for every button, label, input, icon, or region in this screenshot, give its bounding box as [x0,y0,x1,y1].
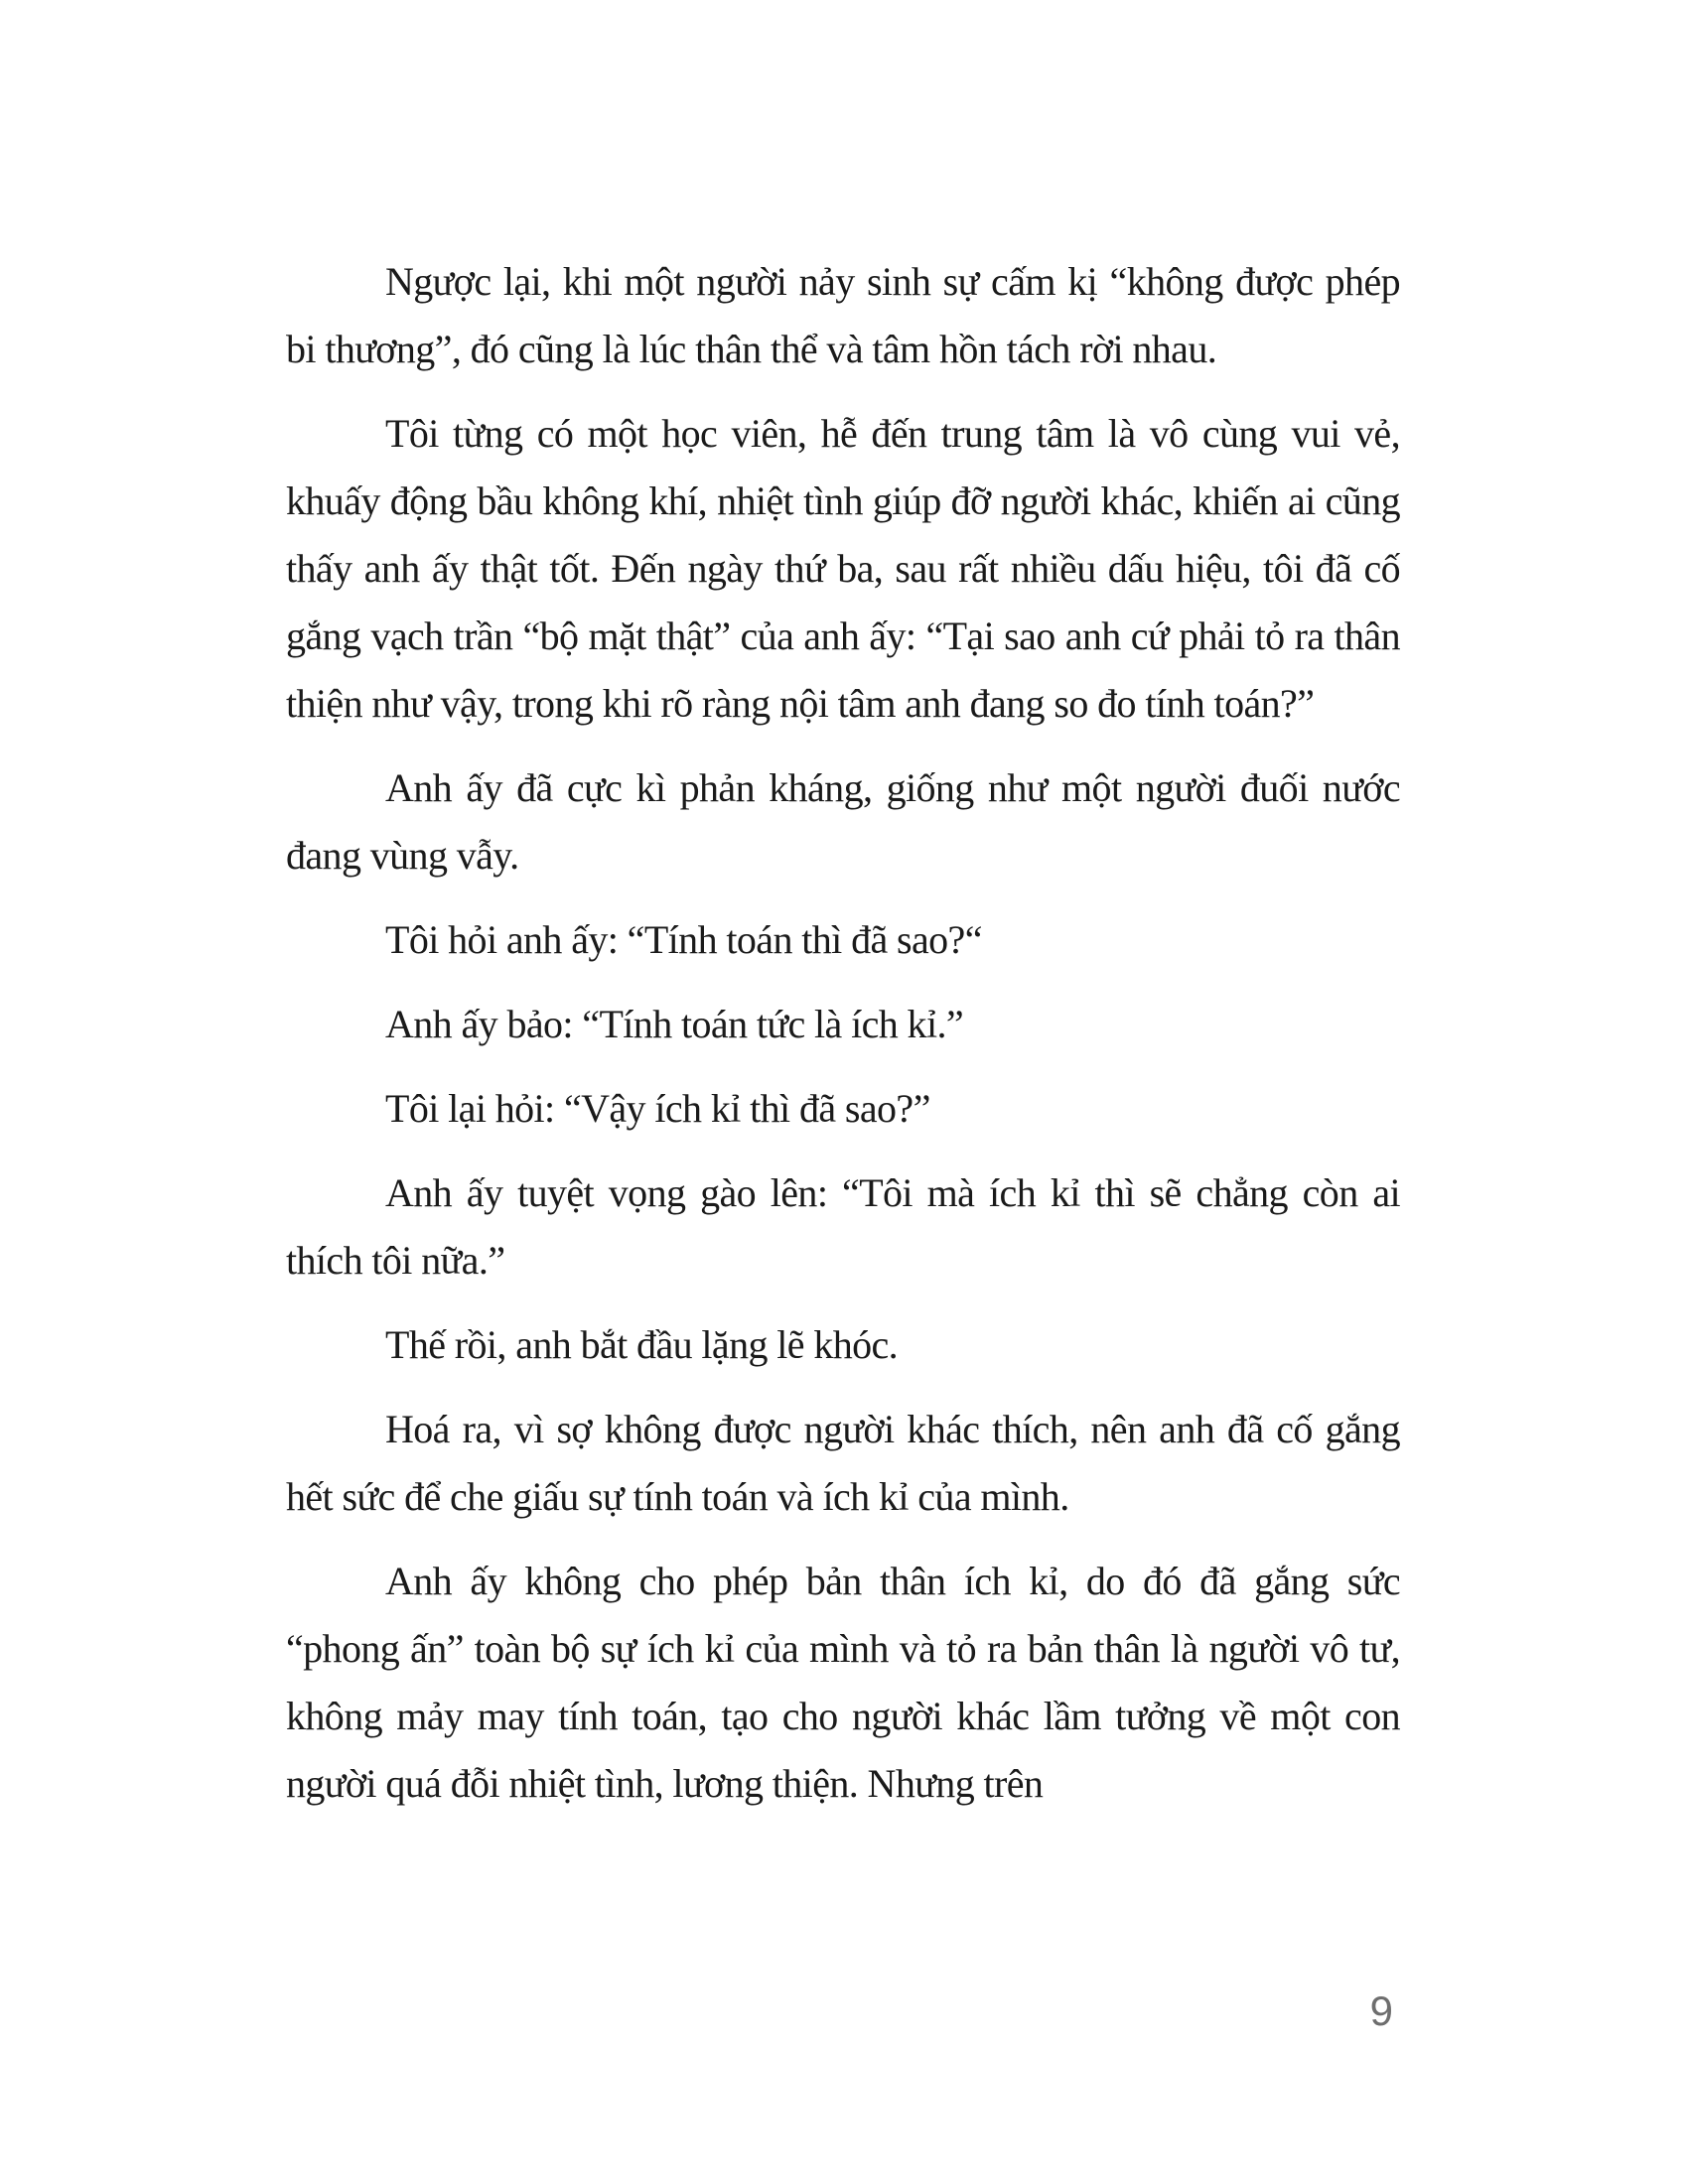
paragraph: Tôi hỏi anh ấy: “Tính toán thì đã sao?“ [385,917,982,962]
paragraph: Ngược lại, khi một người nảy sinh sự cấm kị “không được phép bi thương”, đó cũng là lúc thân thể và tâm hồn tách rời nhau. [286,259,1400,371]
paragraph: Tôi lại hỏi: “Vậy ích kỉ thì đã sao?” [385,1086,930,1131]
paragraph: Tôi từng có một học viên, hễ đến trung tâm là vô cùng vui vẻ, khuấy động bầu không khí, nhiệt tình giúp đỡ người khác, khiến ai cũng thấy anh ấy thật tốt. Đến ngày thứ ba, sau rất nhiều dấu hiệu, tôi đã cố gắng vạch trần “bộ mặt thật” của anh ấy: “Tại sao anh cứ phải tỏ ra thân thiện như vậy, trong khi rõ ràng nội tâm anh đang so đo tính toán?” [286,411,1400,726]
paragraph: Anh ấy tuyệt vọng gào lên: “Tôi mà ích kỉ thì sẽ chẳng còn ai thích tôi nữa.” [286,1170,1400,1283]
paragraph: Anh ấy đã cực kì phản kháng, giống như một người đuối nước đang vùng vẫy. [286,765,1400,878]
paragraph: Anh ấy bảo: “Tính toán tức là ích kỉ.” [385,1002,964,1046]
paragraph: Thế rồi, anh bắt đầu lặng lẽ khóc. [385,1322,899,1367]
paragraph: Anh ấy không cho phép bản thân ích kỉ, do đó đã gắng sức “phong ấn” toàn bộ sự ích kỉ của mình và tỏ ra bản thân là người vô tư, không mảy may tính toán, tạo cho người khác lầm tưởng về một con người quá đỗi nhiệt tình, lương thiện. Nhưng trên [286,1559,1400,1806]
body-text [286,248,1400,1835]
paragraph: Hoá ra, vì sợ không được người khác thích, nên anh đã cố gắng hết sức để che giấu sự tính toán và ích kỉ của mình. [286,1407,1400,1519]
page-number: 9 [1369,1987,1393,2034]
